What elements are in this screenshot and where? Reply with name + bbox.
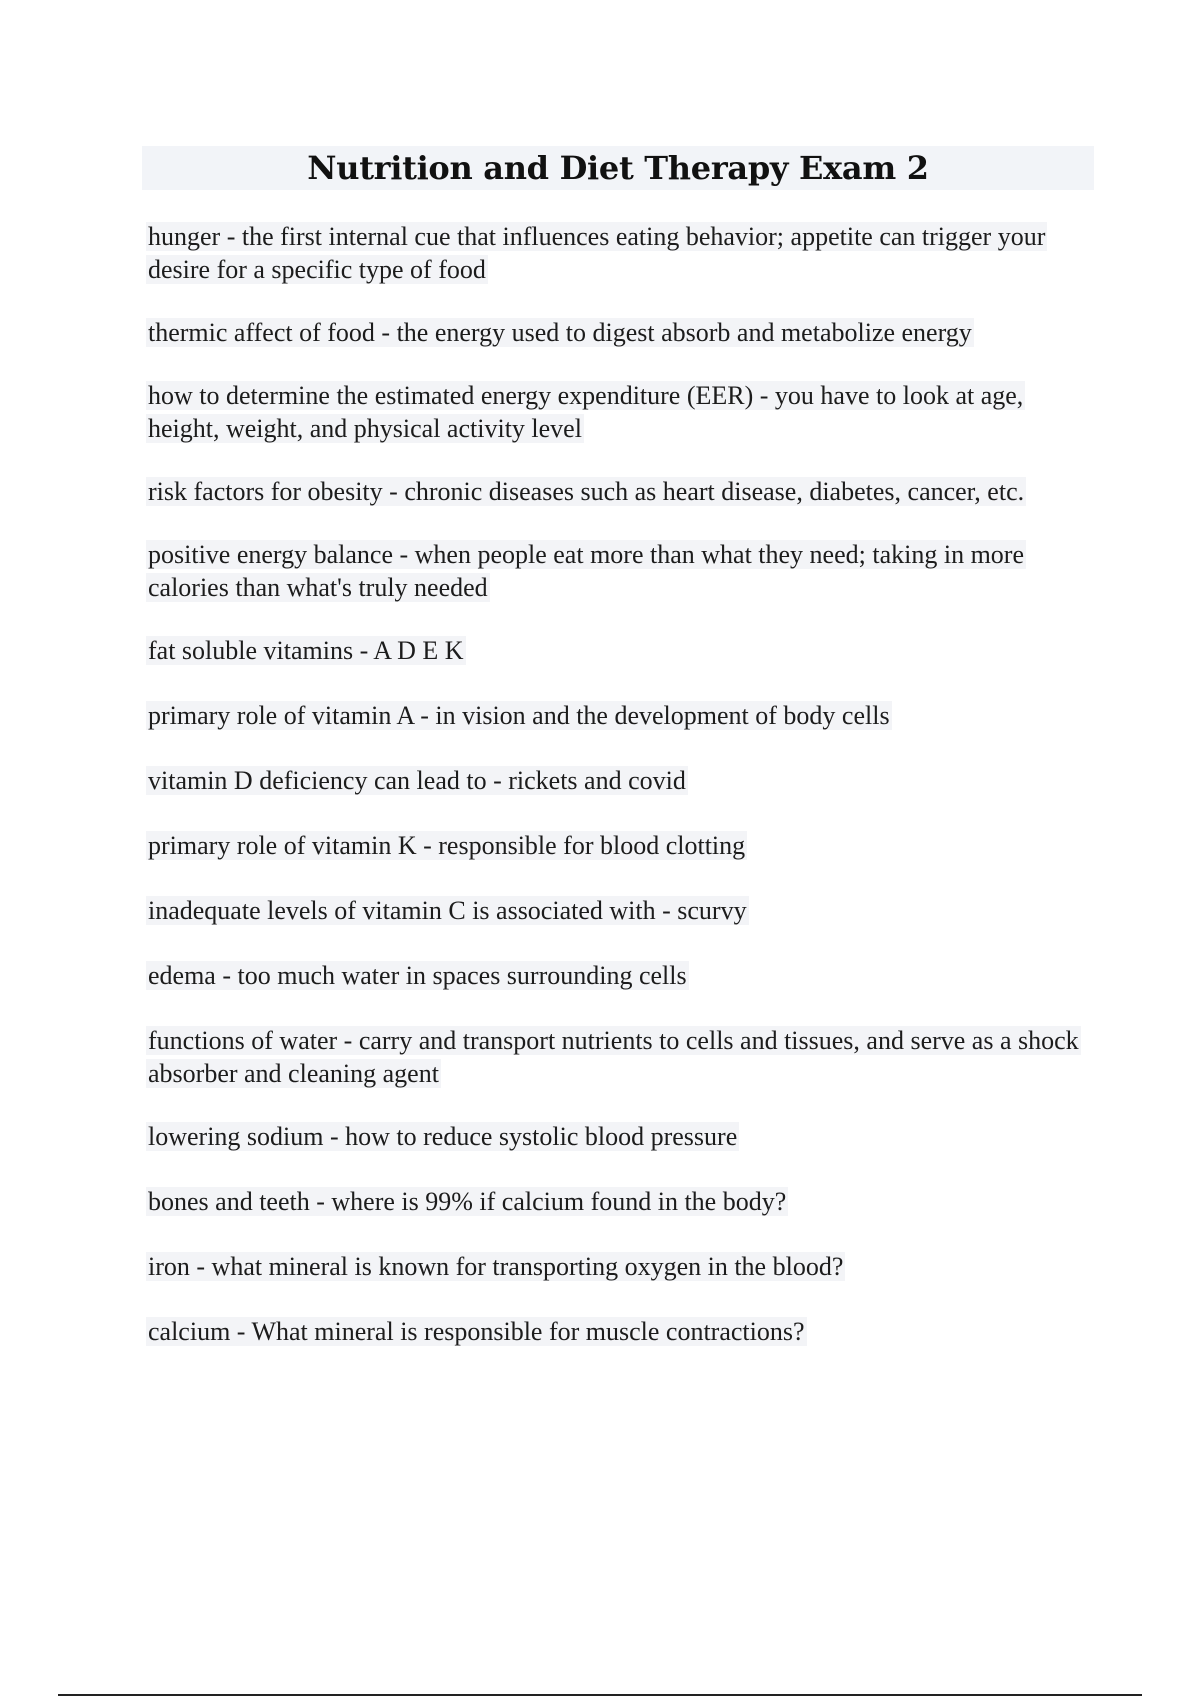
list-item	[146, 220, 1096, 286]
entry-text: calcium - What mineral is responsible for muscle contractions?	[148, 1317, 805, 1346]
list-item	[146, 764, 1096, 797]
list-item	[146, 634, 1096, 667]
title-banner	[142, 146, 1094, 190]
entry-text: bones and teeth - where is 99% if calcium found in the body?	[148, 1187, 787, 1216]
entry-text: functions of water - carry and transport nutrients to cells and tissues, and serve as a shock absorber and cleaning agent	[148, 1026, 1079, 1088]
list-item	[146, 1315, 1096, 1348]
entry-text: inadequate levels of vitamin C is associated with - scurvy	[148, 896, 747, 925]
entry-text: thermic affect of food - the energy used to digest absorb and metabolize energy	[148, 318, 972, 347]
list-item	[146, 1185, 1096, 1218]
list-item	[146, 699, 1096, 732]
page-bottom-rule	[58, 1694, 1142, 1696]
entry-text: primary role of vitamin K - responsible for blood clotting	[148, 831, 746, 860]
entry-text: edema - too much water in spaces surrounding cells	[148, 961, 687, 990]
entry-text: risk factors for obesity - chronic diseases such as heart disease, diabetes, cancer, etc.	[148, 477, 1025, 506]
list-item	[146, 1120, 1096, 1153]
entry-text: positive energy balance - when people eat more than what they need; taking in more calories than what's truly needed	[148, 540, 1024, 602]
entry-text: iron - what mineral is known for transporting oxygen in the blood?	[148, 1252, 844, 1281]
entry-text: hunger - the first internal cue that influences eating behavior; appetite can trigger your desire for a specific type of food	[148, 222, 1046, 284]
list-item	[146, 1250, 1096, 1283]
list-item	[146, 379, 1096, 445]
entry-text: lowering sodium - how to reduce systolic blood pressure	[148, 1122, 738, 1151]
entry-text: how to determine the estimated energy expenditure (EER) - you have to look at age, height, weight, and physical activity level	[148, 381, 1024, 443]
list-item	[146, 959, 1096, 992]
document-title: Nutrition and Diet Therapy Exam 2	[307, 149, 929, 187]
list-item	[146, 1024, 1096, 1090]
list-item	[146, 829, 1096, 862]
list-item	[146, 316, 1096, 349]
entry-text: fat soluble vitamins - A D E K	[148, 636, 464, 665]
list-item	[146, 538, 1096, 604]
entry-text: vitamin D deficiency can lead to - rickets and covid	[148, 766, 686, 795]
list-item	[146, 894, 1096, 927]
list-item	[146, 475, 1096, 508]
entry-text: primary role of vitamin A - in vision and the development of body cells	[148, 701, 890, 730]
flashcard-list	[146, 220, 1096, 1380]
